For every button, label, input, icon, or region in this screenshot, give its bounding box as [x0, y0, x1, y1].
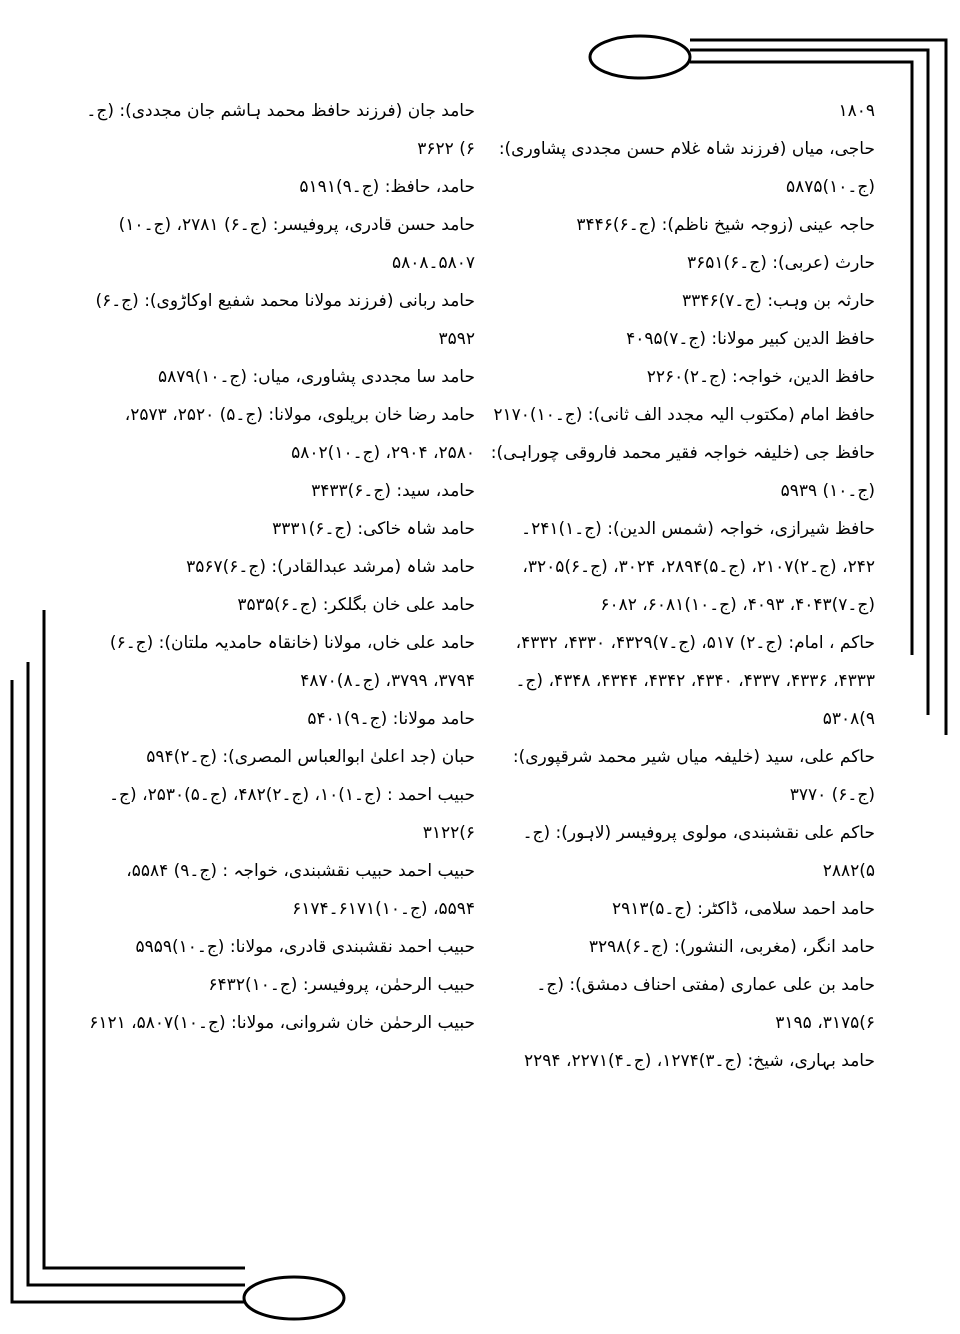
index-entry: حامد سا مجددی پشاوری، میاں: (ج۔۱۰)۵۸۷۹: [158, 367, 475, 387]
index-entry: حامد علی خان بگلکر: (ج۔۶)۳۵۳۵: [237, 595, 475, 615]
index-entry: حامد بہاری، شیخ: (ج۔۳)۱۲۷۴، (ج۔۴)۲۲۷۱، ۲۲۹۴: [524, 1051, 875, 1071]
index-entry: حبیب الرحمٰن، پروفیسر: (ج۔۱۰)۶۴۳۲: [208, 975, 475, 995]
index-entry: حاکم علی نقشبندی، مولوی پروفیسر (لاہور): (ج۔۵)۲۸۸۲: [522, 823, 875, 881]
index-entry: حامد ربانی (فرزند مولانا محمد شفیع اوکاڑوی): (ج۔۶) ۳۵۹۲: [95, 291, 475, 349]
index-entry: حبیب احمد : (ج۔۱)۱۰، (ج۔۲)۴۸۲، (ج۔۵)۲۵۳۰، (ج۔۶)۳۱۲۲: [109, 785, 475, 843]
index-entry: حاجہ عینی (زوجہ شیخ ناظم): (ج۔۶)۳۴۴۶: [576, 215, 875, 235]
index-entry: حامد رضا خان بریلوی، مولانا: (ج۔۵) ۲۵۲۰، ۲۵۷۳، ۲۵۸۰، ۲۹۰۴، (ج۔۱۰)۵۸۰۲: [124, 405, 475, 463]
bottom-oval-ornament: [244, 1277, 344, 1319]
index-entry: حارث (عربی): (ج۔۶)۳۶۵۱: [686, 253, 875, 273]
index-entry: حامد احمد سلامی، ڈاکٹر: (ج۔۵)۲۹۱۳: [612, 899, 875, 919]
index-entry: حافظ جی (خلیفہ خواجہ فقیر محمد فاروقی چوراہی): (ج۔۱۰) ۵۹۳۹: [490, 443, 875, 501]
index-entry: حاجی، میاں (فرزند شاہ غلام حسن مجددی پشاوری): (ج۔۱۰)۵۸۷۵: [498, 139, 875, 197]
index-entry: حبان (جد اعلیٰ ابوالعباس المصری): (ج۔۲)۵۹۴: [146, 747, 475, 767]
index-entry: ۱۸۰۹: [838, 101, 875, 121]
index-entry: حاکم علی، سید (خلیفہ میاں شیر محمد شرقپوری): (ج۔۶) ۳۷۷۰: [512, 747, 875, 805]
index-entry: حبیب احمد حبیب نقشبندی، خواجہ : (ج۔۹) ۵۵۸۴، ۵۵۹۴، (ج۔۱۰)۶۱۷۱۔۶۱۷۴: [126, 861, 475, 919]
index-entry: حامد جان (فرزند حافظ محمد ہاشم جان مجددی): (ج۔۶) ۳۶۲۲: [86, 101, 475, 159]
index-entry: حامد انگر، (مغربی، النشور): (ج۔۶)۳۲۹۸: [588, 937, 875, 957]
index-column-left: [85, 92, 475, 1042]
index-entry: حبیب الرحمٰن خان شروانی، مولانا: (ج۔۱۰)۵۸۰۷، ۶۱۲۱: [89, 1013, 475, 1033]
index-entry: حامد شاہ خاکی: (ج۔۶)۳۳۳۱: [272, 519, 475, 539]
index-entry: حامد علی خاں، مولانا (خانقاہ حامدیہ ملتان): (ج۔۶) ۳۷۹۴، ۳۷۹۹، (ج۔۸)۴۸۷۰: [109, 633, 475, 691]
index-entry: حامد بن علی عماری (مفتی احناف دمشق): (ج۔۶)۳۱۷۵، ۳۱۹۵: [536, 975, 875, 1033]
index-entry: حافظ الدین، خواجہ: (ج۔۲)۲۲۶۰: [646, 367, 875, 387]
index-entry: حافظ الدین کبیر مولانا: (ج۔۷)۴۰۹۵: [626, 329, 875, 349]
index-entry: حافظ امام (مکتوب الیہ مجدد الف ثانی): (ج۔۱۰)۲۱۷۰: [493, 405, 875, 425]
index-column-right: [490, 92, 875, 1080]
index-entry: حامد شاہ (مرشد عبدالقادر): (ج۔۶)۳۵۶۷: [186, 557, 475, 577]
index-entry: حبیب احمد نقشبندی قادری، مولانا: (ج۔۱۰)۵۹۵۹: [135, 937, 475, 957]
index-entry: حامد حسن قادری، پروفیسر: (ج۔۶) ۲۷۸۱، (ج۔۱۰) ۵۸۰۷۔۵۸۰۸: [118, 215, 475, 273]
top-oval-ornament: [590, 36, 690, 78]
index-entry: حارثہ بن وہب: (ج۔۷)۳۳۴۶: [682, 291, 875, 311]
index-entry: حامد، سید: (ج۔۶)۳۴۳۳: [311, 481, 475, 501]
index-entry: حافظ شیرازی، خواجہ (شمس الدین): (ج۔۱)۲۴۱۔۲۴۲، (ج۔۲)۲۱۰۷، (ج۔۵)۲۸۹۴، ۳۰۲۴، (ج۔۶)۳۲۰۵، (ج۔۷)۴۰۴۳، ۴۰۹۳، (ج۔۱۰)۶۰۸۱، ۶۰۸۲: [521, 519, 875, 615]
index-entry: حاکم ، امام: (ج۔۲) ۵۱۷، (ج۔۷)۴۳۲۹، ۴۳۳۰، ۴۳۳۲، ۴۳۳۳، ۴۳۳۶، ۴۳۳۷، ۴۳۴۰، ۴۳۴۲، ۴۳۴۴، ۴۳۴۸، (ج۔۹)۵۳۰۸: [515, 633, 875, 729]
index-entry: حامد مولانا: (ج۔۹)۵۴۰۱: [307, 709, 475, 729]
index-entry: حامد، حافظ: (ج۔۹)۵۱۹۱: [299, 177, 475, 197]
